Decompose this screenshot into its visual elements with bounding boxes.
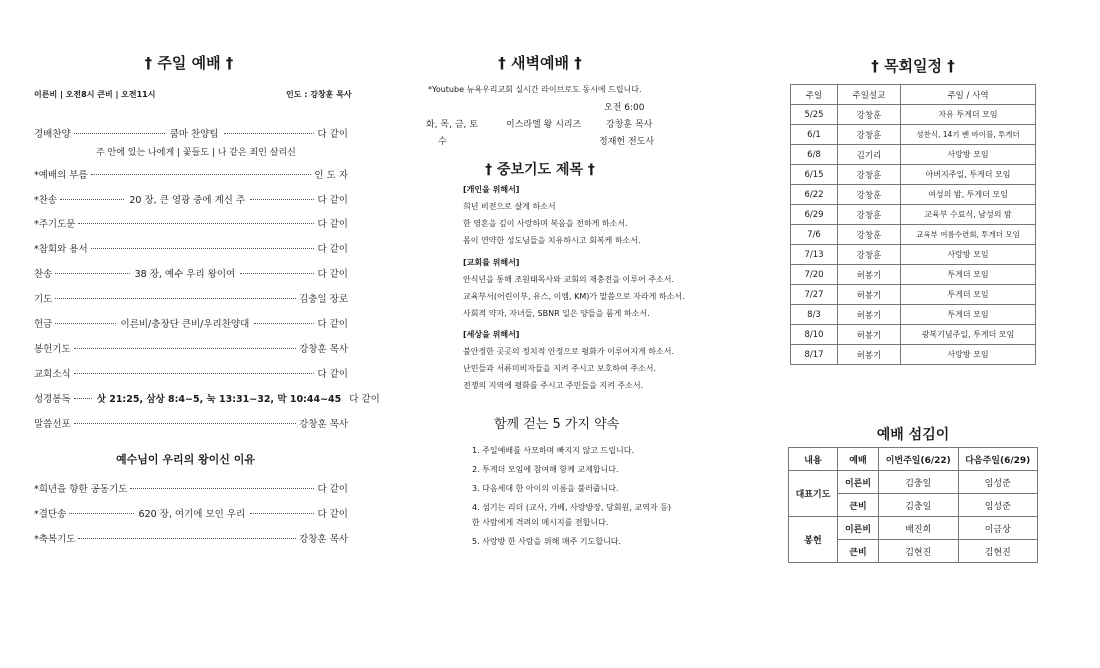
dawn-title: † 새벽예배 † (498, 54, 582, 72)
table-row: 8/3 허봉기 투게더 모임 (791, 305, 1036, 325)
order-item: 기도 김충일 장로 (34, 294, 348, 305)
order-item: *주기도문 다 같이 (34, 219, 348, 230)
table-row: 6/1 강창훈 성찬식, 14기 벤 바이블, 투게더 (791, 125, 1036, 145)
promise-item: 5. 사랑방 한 사람을 위해 매주 기도합니다. (472, 537, 622, 546)
order-item: *결단송 620 장, 여기에 모인 우리 다 같이 (34, 509, 348, 520)
prayer-line: 몸이 연약한 성도님들을 치유하시고 회복케 하소서. (463, 236, 641, 245)
sermon-title: 예수님이 우리의 왕이신 이유 (116, 453, 255, 466)
prayer-title: † 중보기도 제목 † (485, 162, 595, 178)
sunday-title: † 주일 예배 † (144, 54, 234, 72)
promise-item: 한 사람에게 격려의 메시지를 전합니다. (472, 518, 609, 527)
order-item: *축복기도 강창훈 목사 (34, 534, 348, 545)
service-leader: 인도 : 강창훈 목사 (286, 90, 352, 99)
column-header: 다음주일(6/29) (958, 448, 1038, 471)
table-header-row (789, 448, 1038, 471)
order-item: 경배찬양 쿰마 찬양팀 다 같이 (34, 129, 348, 140)
order-item: 봉헌기도 강창훈 목사 (34, 344, 348, 355)
prayer-line: 교육부서(어린이부, 유스, 이엠, KM)가 말씀으로 자라게 하소서. (463, 292, 685, 301)
order-item: 성경봉독 삿 21:25, 삼상 8:4~5, 눅 13:31~32, 막 10:44~45 다 같이 (34, 394, 380, 405)
table-row: 6/22 강창훈 여성의 밤, 투게더 모임 (791, 185, 1036, 205)
column-header: 주일 (791, 85, 838, 105)
prayer-line: 전쟁의 지역에 평화를 주시고 주민들을 지켜 주소서. (463, 381, 644, 390)
table-row: 큰비 김현진 김현진 (789, 540, 1038, 563)
schedule-title: † 목회일정 † (871, 57, 955, 75)
table-row: 6/15 강창훈 아버지주일, 투게더 모임 (791, 165, 1036, 185)
table-row: 5/25 강창훈 자유 투게더 모임 (791, 105, 1036, 125)
order-item: 말씀선포 강창훈 목사 (34, 419, 348, 430)
promise-item: 1. 주일예배를 사모하며 빠지지 않고 드립니다. (472, 446, 634, 455)
service-table (788, 447, 1038, 563)
column-header: 주일설교 (838, 85, 901, 105)
column-header: 내용 (789, 448, 838, 471)
table-row: 봉헌 이른비 배진희 이금상 (789, 517, 1038, 540)
table-row: 7/27 허봉기 투게더 모임 (791, 285, 1036, 305)
order-item: 교회소식 다 같이 (34, 369, 348, 380)
dawn-time: 오전 6:00 (604, 103, 645, 113)
table-row: 6/8 김기리 사랑방 모임 (791, 145, 1036, 165)
dawn-preacher: 강창훈 목사 (606, 120, 653, 130)
dawn-series: 이스라엘 왕 시리즈 (506, 120, 582, 130)
promise-item: 3. 다음세대 한 아이의 이름을 불러줍니다. (472, 484, 619, 493)
prayer-line: 불안정한 곳곳의 정치적 안정으로 평화가 이루어지게 하소서. (463, 347, 674, 356)
schedule-table (790, 84, 1036, 365)
prayer-line: 희년 비전으로 살게 하소서 (463, 202, 556, 211)
dawn-preacher: 정재헌 전도사 (599, 137, 655, 147)
table-row: 8/10 허봉기 광복기념주일, 투게더 모임 (791, 325, 1036, 345)
prayer-section-head: [개인을 위해서] (463, 185, 520, 194)
dawn-days: 수 (438, 137, 447, 147)
promise-item: 4. 섬기는 리더 (교사, 가베, 사랑방장, 당회원, 교역자 등) (472, 503, 671, 512)
order-item: 헌금 이른비/충장단 큰비/우리찬양대 다 같이 (34, 319, 348, 330)
table-row: 대표기도 이른비 김충일 임성준 (789, 471, 1038, 494)
order-item: *찬송 20 장, 큰 영광 중에 계신 주 다 같이 (34, 195, 348, 206)
prayer-line: 안식년을 통해 조원태목사와 교회의 재충전을 이루어 주소서. (463, 275, 674, 284)
praise-songs: 주 안에 있는 나에게 | 꽃들도 | 나 같은 죄인 살리신 (96, 148, 296, 158)
table-header-row (791, 85, 1036, 105)
prayer-line: 한 영혼을 깊이 사랑하며 복음을 전하게 하소서. (463, 219, 628, 228)
column-header: 이번주일(6/22) (879, 448, 959, 471)
table-row: 7/6 강창훈 교육부 여름수련회, 투게더 모임 (791, 225, 1036, 245)
promises-title: 함께 걷는 5 가지 약속 (494, 417, 620, 432)
order-item: *희년을 향한 공동기도 다 같이 (34, 484, 348, 495)
table-row: 7/13 강창훈 사랑방 모임 (791, 245, 1036, 265)
table-row: 8/17 허봉기 사랑방 모임 (791, 345, 1036, 365)
column-header: 예배 (838, 448, 879, 471)
order-item: *참회와 용서 다 같이 (34, 244, 348, 255)
prayer-line: 난민들과 서류미비자들을 지켜 주시고 보호하여 주소서. (463, 364, 656, 373)
column-header: 주일 / 사역 (901, 85, 1036, 105)
prayer-section-head: [교회를 위해서] (463, 258, 520, 267)
service-times: 이른비 | 오전8시 큰비 | 오전11시 (34, 90, 156, 99)
service-title: 예배 섬김이 (876, 427, 950, 443)
order-item: 찬송 38 장, 예수 우리 왕이여 다 같이 (34, 269, 348, 280)
table-row: 6/29 강창훈 교육부 수료식, 남성의 밤 (791, 205, 1036, 225)
table-row: 7/20 허봉기 투게더 모임 (791, 265, 1036, 285)
dawn-days: 화, 목, 금, 토 (426, 120, 478, 130)
promise-item: 2. 투게더 모임에 참여해 함께 교제합니다. (472, 465, 619, 474)
dawn-note: *Youtube 뉴욕우리교회 실시간 라이브로도 동시에 드립니다. (428, 85, 642, 94)
prayer-section-head: [세상을 위해서] (463, 330, 520, 339)
prayer-line: 사회적 약자, 자녀들, SBNR 일은 양들을 품게 하소서. (463, 309, 650, 318)
table-row: 큰비 김충일 임성준 (789, 494, 1038, 517)
order-item: *예배의 부름 인 도 자 (34, 170, 348, 181)
